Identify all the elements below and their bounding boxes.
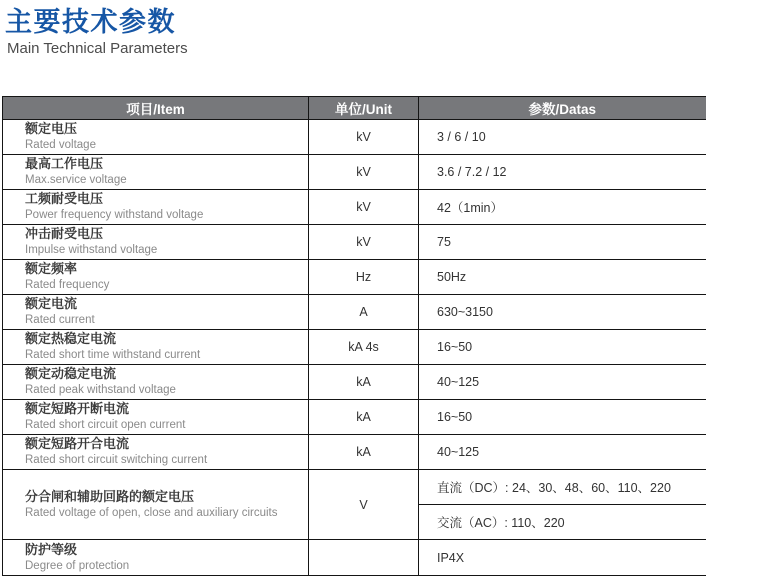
page-title-zh: 主要技术参数 [5,7,176,37]
unit-cell: kA [309,400,419,435]
value-cell: 16~50 [419,330,706,365]
value-cell: 42（1min） [419,190,706,225]
value-cell: 75 [419,225,706,260]
item-cell [3,225,309,260]
item-label-zh: 最高工作电压 [25,156,104,172]
value-cell: 50Hz [419,260,706,295]
item-label-en: Degree of protection [25,559,130,572]
item-label-zh: 额定动稳定电流 [25,366,117,382]
table-row-power-frequency-withstand [3,190,706,225]
value-cell-dc: 直流（DC）: 24、30、48、60、110、220 [419,470,706,505]
unit-cell [309,540,419,576]
item-label-en: Rated frequency [25,279,110,292]
table-row-rated-current [3,295,706,330]
item-label-en: Impulse withstand voltage [25,244,158,257]
unit-cell: kV [309,225,419,260]
value-cell: 40~125 [419,435,706,470]
table-row-short-circuit-open-current [3,400,706,435]
item-cell [3,400,309,435]
item-cell [3,365,309,400]
page-title-block [5,6,188,57]
table-row-rated-peak-withstand [3,365,706,400]
item-label-zh: 冲击耐受电压 [25,226,104,242]
table-row-impulse-withstand [3,225,706,260]
unit-cell: kA [309,365,419,400]
unit-cell: kV [309,155,419,190]
item-label-en: Rated short time withstand current [25,349,201,362]
item-label-zh: 额定频率 [25,261,78,277]
item-label-zh: 额定热稳定电流 [25,331,117,347]
item-label-zh: 分合闸和辅助回路的额定电压 [25,488,195,504]
value-cell: 40~125 [419,365,706,400]
table-row-degree-of-protection [3,540,706,576]
item-label-en: Max.service voltage [25,174,127,187]
item-label-en: Rated current [25,314,95,327]
unit-cell: kV [309,190,419,225]
value-cell-ac: 交流（AC）: 110、220 [419,505,706,540]
item-label-en: Rated voltage [25,139,96,152]
column-header-unit: 单位/Unit [309,97,419,120]
value-cell: IP4X [419,540,706,576]
item-cell [3,470,309,540]
item-cell [3,540,309,576]
item-label-en: Rated peak withstand voltage [25,384,176,397]
value-cell: 630~3150 [419,295,706,330]
item-label-en: Rated short circuit switching current [25,454,208,467]
unit-cell: A [309,295,419,330]
item-cell [3,120,309,155]
item-label-en: Power frequency withstand voltage [25,209,204,222]
table-row-rated-frequency [3,260,706,295]
item-cell [3,260,309,295]
page-title-en: Main Technical Parameters [7,40,188,58]
item-label-zh: 额定电流 [25,296,78,312]
item-cell [3,295,309,330]
value-cell: 3 / 6 / 10 [419,120,706,155]
parameters-table [2,96,706,576]
item-label-en: Rated short circuit open current [25,419,186,432]
item-label-zh: 额定短路开合电流 [25,436,130,452]
unit-cell: Hz [309,260,419,295]
column-header-datas: 参数/Datas [419,97,706,120]
table-row-rated-voltage [3,120,706,155]
table-row-aux-voltage-dc [3,470,706,505]
table-row-max-service-voltage [3,155,706,190]
table-row-short-circuit-switching-current [3,435,706,470]
table-header-row [3,97,706,120]
item-cell [3,330,309,365]
item-cell [3,190,309,225]
item-label-zh: 额定电压 [25,121,78,137]
item-label-zh: 额定短路开断电流 [25,401,130,417]
unit-cell: kA [309,435,419,470]
item-cell [3,155,309,190]
table-row-rated-short-time-withstand [3,330,706,365]
item-label-zh: 防护等级 [25,541,78,557]
unit-cell: kV [309,120,419,155]
unit-cell: kA 4s [309,330,419,365]
value-cell: 16~50 [419,400,706,435]
item-cell [3,435,309,470]
column-header-item: 项目/Item [3,97,309,120]
item-label-zh: 工频耐受电压 [25,191,104,207]
unit-cell: V [309,470,419,540]
value-cell: 3.6 / 7.2 / 12 [419,155,706,190]
item-label-en: Rated voltage of open, close and auxiliary circuits [25,506,278,519]
